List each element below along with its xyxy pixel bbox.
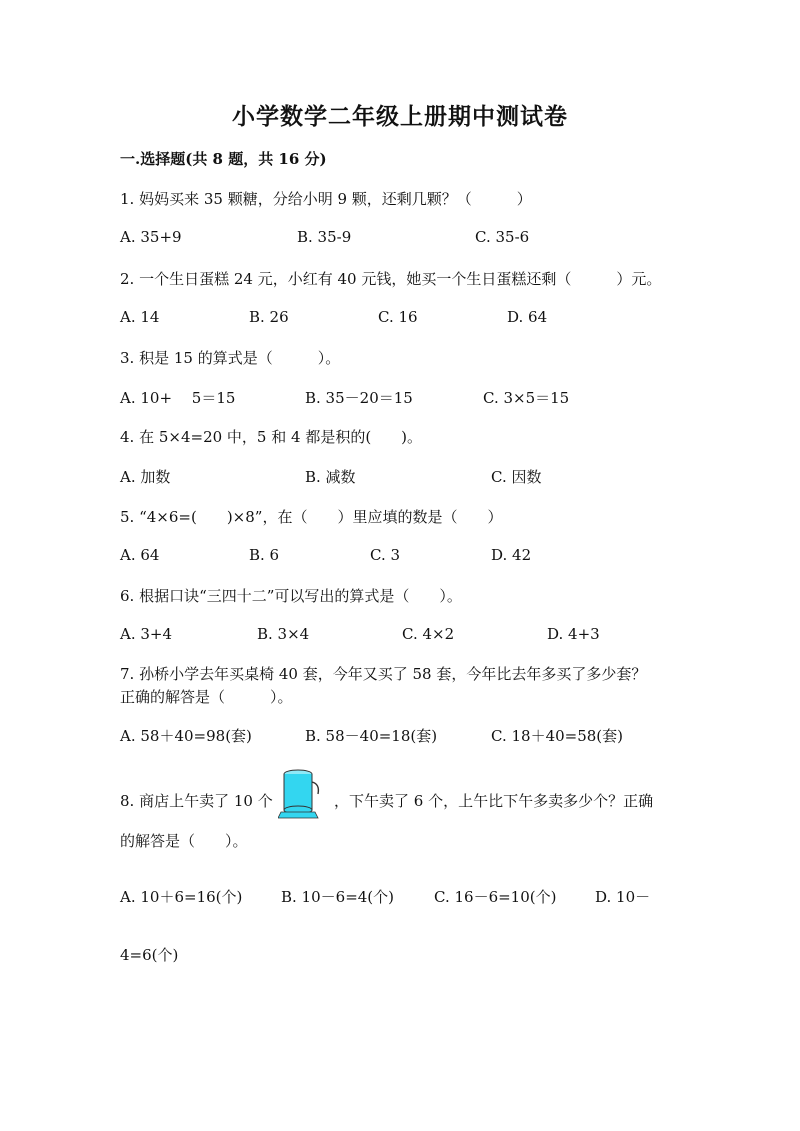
q5-option-d[interactable]: D. 42 <box>491 546 532 564</box>
question-4: 4. 在 5×4=20 中，5 和 4 都是积的( )。 <box>120 428 423 446</box>
q5-option-b[interactable]: B. 6 <box>249 546 280 564</box>
q7-option-a[interactable]: A. 58＋40=98(套) <box>120 727 252 745</box>
question-5: 5. “4×6=( )×8”，在（ ）里应填的数是（ ） <box>120 508 503 526</box>
q2-option-c[interactable]: C. 16 <box>378 308 418 326</box>
q4-option-c[interactable]: C. 因数 <box>491 468 542 486</box>
q8-option-b[interactable]: B. 10－6=4(个) <box>281 888 395 906</box>
question-1: 1. 妈妈买来 35 颗糖，分给小明 9 颗，还剩几颗？（ ） <box>120 190 532 208</box>
q6-option-c[interactable]: C. 4×2 <box>402 625 455 643</box>
question-2: 2. 一个生日蛋糕 24 元，小红有 40 元钱，她买一个生日蛋糕还剩（ ）元。 <box>120 270 662 288</box>
q1-option-a[interactable]: A. 35+9 <box>120 228 182 246</box>
q8-option-a[interactable]: A. 10＋6=16(个) <box>120 888 243 906</box>
q3-option-a[interactable]: A. 10+ 5＝15 <box>120 389 236 407</box>
q6-option-a[interactable]: A. 3+4 <box>120 625 173 643</box>
question-7-line-1: 7. 孙桥小学去年买桌椅 40 套，今年又买了 58 套，今年比去年多买了多少套？ <box>120 665 647 683</box>
question-8-line-2: 的解答是（ ）。 <box>120 832 248 850</box>
q4-option-a[interactable]: A. 加数 <box>120 468 171 486</box>
q6-option-d[interactable]: D. 4+3 <box>547 625 600 643</box>
q5-option-a[interactable]: A. 64 <box>120 546 160 564</box>
q3-option-c[interactable]: C. 3×5＝15 <box>483 389 570 407</box>
q7-option-b[interactable]: B. 58－40=18(套) <box>305 727 438 745</box>
question-6: 6. 根据口诀“三四十二”可以写出的算式是（ ）。 <box>120 587 462 605</box>
bucket-icon <box>278 768 328 820</box>
q8-option-d-continued: 4=6(个) <box>120 946 179 964</box>
section-heading: 一.选择题(共 8 题，共 16 分) <box>120 150 327 168</box>
q1-option-b[interactable]: B. 35-9 <box>297 228 352 246</box>
q8-option-c[interactable]: C. 16－6=10(个) <box>434 888 557 906</box>
question-7-line-2: 正确的解答是（ ）。 <box>120 688 293 706</box>
q5-option-c[interactable]: C. 3 <box>370 546 401 564</box>
q6-option-b[interactable]: B. 3×4 <box>257 625 310 643</box>
q1-option-c[interactable]: C. 35-6 <box>475 228 530 246</box>
page-title: 小学数学二年级上册期中测试卷 <box>232 103 568 130</box>
q3-option-b[interactable]: B. 35－20＝15 <box>305 389 413 407</box>
q4-option-b[interactable]: B. 减数 <box>305 468 356 486</box>
question-3: 3. 积是 15 的算式是（ ）。 <box>120 349 341 367</box>
q8-option-d[interactable]: D. 10－ <box>595 888 651 906</box>
q7-option-c[interactable]: C. 18＋40=58(套) <box>491 727 624 745</box>
q2-option-d[interactable]: D. 64 <box>507 308 548 326</box>
q2-option-a[interactable]: A. 14 <box>120 308 160 326</box>
question-8-part-2: ，下午卖了 6 个，上午比下午多卖多少个？正确 <box>334 792 654 810</box>
q2-option-b[interactable]: B. 26 <box>249 308 289 326</box>
question-8-part-1: 8. 商店上午卖了 10 个 <box>120 792 273 810</box>
